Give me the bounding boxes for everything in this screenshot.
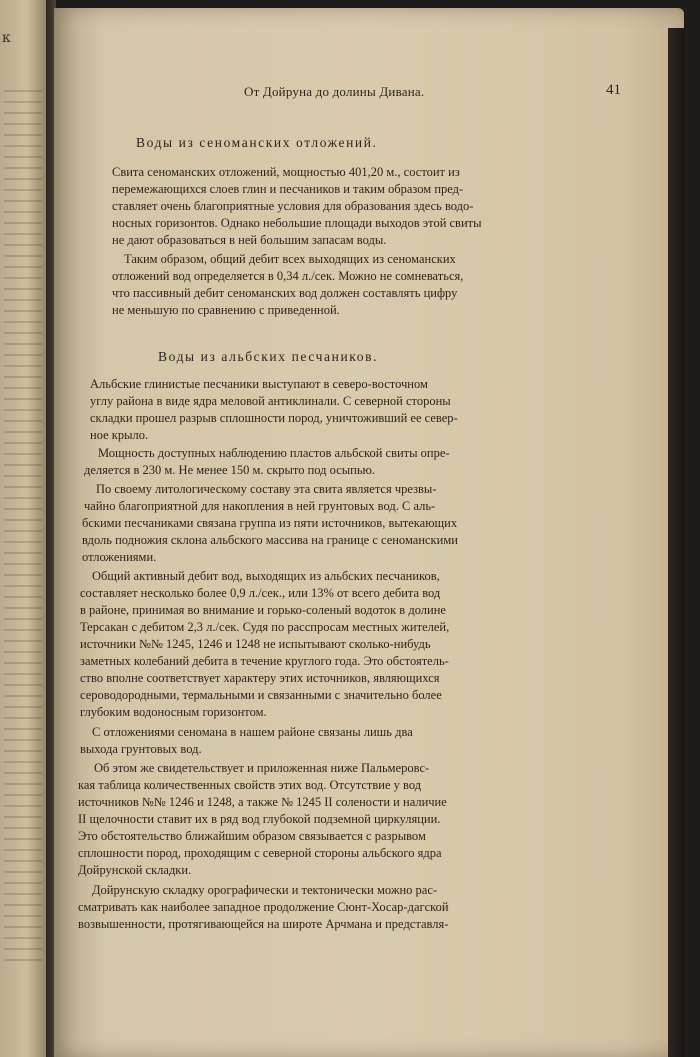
text-line: Это обстоятельство ближайшим образом связывается с разрывом [78,829,426,843]
text-line: отложениями. [82,550,157,564]
text-line: перемежающихся слоев глин и песчаников и таким образом пред- [112,182,464,196]
left-page-edge [0,0,48,1057]
page-number: 41 [606,82,621,98]
text-line: кая таблица количественных свойств этих вод. Отсутствие у вод [78,778,422,792]
text-line: вдоль подножия склона альбского массива на границе с сеноманскими [82,533,458,547]
section-heading: Воды из альбских песчаников. [158,349,379,364]
text-line: отложений вод определяется в 0,34 л./сек. Можно не сомневаться, [112,269,464,283]
text-line: не меньшую по сравнению с приведенной. [112,303,340,317]
text-line: заметных колебаний дебита в течение круглого года. Это обстоятель- [80,654,449,668]
text-line: что пассивный дебит сеноманских вод должен составлять цифру [112,286,458,300]
text-line: Дойрунской складки. [78,863,192,877]
text-line: II щелочности ставит их в ряд вод глубокой подземной циркуляции. [78,812,441,826]
text-line: По своему литологическому составу эта свита является чрезвы- [96,482,437,496]
text-line: Свита сеноманских отложений, мощностью 401,20 м., состоит из [112,165,460,179]
text-line: Альбские глинистые песчаники выступают в северо-восточном [90,377,428,391]
text-line: Терсакан с дебитом 2,3 л./сек. Судя по расспросам местных жителей, [80,620,450,634]
text-line: Дойрунскую складку орографически и тектонически можно рас- [92,883,438,897]
text-line: глубоким водоносным горизонтом. [80,705,267,719]
text-line: углу района в виде ядра меловой антиклинали. С северной стороны [90,394,451,408]
text-line: деляется в 230 м. Не менее 150 м. скрыто под осыпью. [84,463,376,477]
text-line: Таким образом, общий дебит всех выходящих из сеноманских [124,252,456,266]
text-line: Мощность доступных наблюдению пластов альбской свиты опре- [98,446,450,460]
text-line: складки прошел разрыв сплошности пород, уничтоживший ее север- [90,411,458,425]
text-line: источников №№ 1246 и 1248, а также № 1245 II солености и наличие [78,795,447,809]
text-line: в районе, принимая во внимание и горько-соленый водоток в долине [80,603,446,617]
text-line: Об этом же свидетельствует и приложенная ниже Пальмеровс- [94,761,430,775]
text-line: не дают образоваться в ней большим запасам воды. [112,233,387,247]
text-line: ставляет очень благоприятные условия для образования здесь водо- [112,199,474,213]
text-line: сероводородными, термальными и связанными с значительно более [80,688,442,702]
text-line: возвышенности, протягивающейся на широте Арчмана и представля- [78,917,449,931]
text-line: ство вполне соответствует характеру этих источников, являющихся [80,671,440,685]
text-line: чайно благоприятной для накопления в ней грунтовых вод. С аль- [84,499,436,513]
text-line: источники №№ 1245, 1246 и 1248 не испытывают сколько-нибудь [80,637,431,651]
left-page-letter: к [2,30,11,46]
text-line: ное крыло. [90,428,149,442]
running-title: От Дойруна до долины Дивана. [244,84,425,99]
page-edge [668,28,684,1057]
text-line: составляет несколько более 0,9 л./сек., или 13% от всего дебита вод [80,586,441,600]
text-line: Общий активный дебит вод, выходящих из альбских песчаников, [92,569,440,583]
text-line: бскими песчаниками связана группа из пяти источников, вытекающих [82,516,458,530]
text-line: выхода грунтовых вод. [80,742,202,756]
text-line: сплошности пород, проходящим с северной стороны альбского ядра [78,846,442,860]
right-page [54,8,684,1057]
section-heading: Воды из сеноманских отложений. [136,135,378,150]
text-line: С отложениями сеномана в нашем районе связаны лишь два [92,725,413,739]
text-line: носных горизонтов. Однако небольшие площади выходов этой свиты [112,216,482,230]
text-line: сматривать как наиболее западное продолжение Сюнт-Хосар-дагской [78,900,449,914]
left-page-table-edge [4,90,42,970]
